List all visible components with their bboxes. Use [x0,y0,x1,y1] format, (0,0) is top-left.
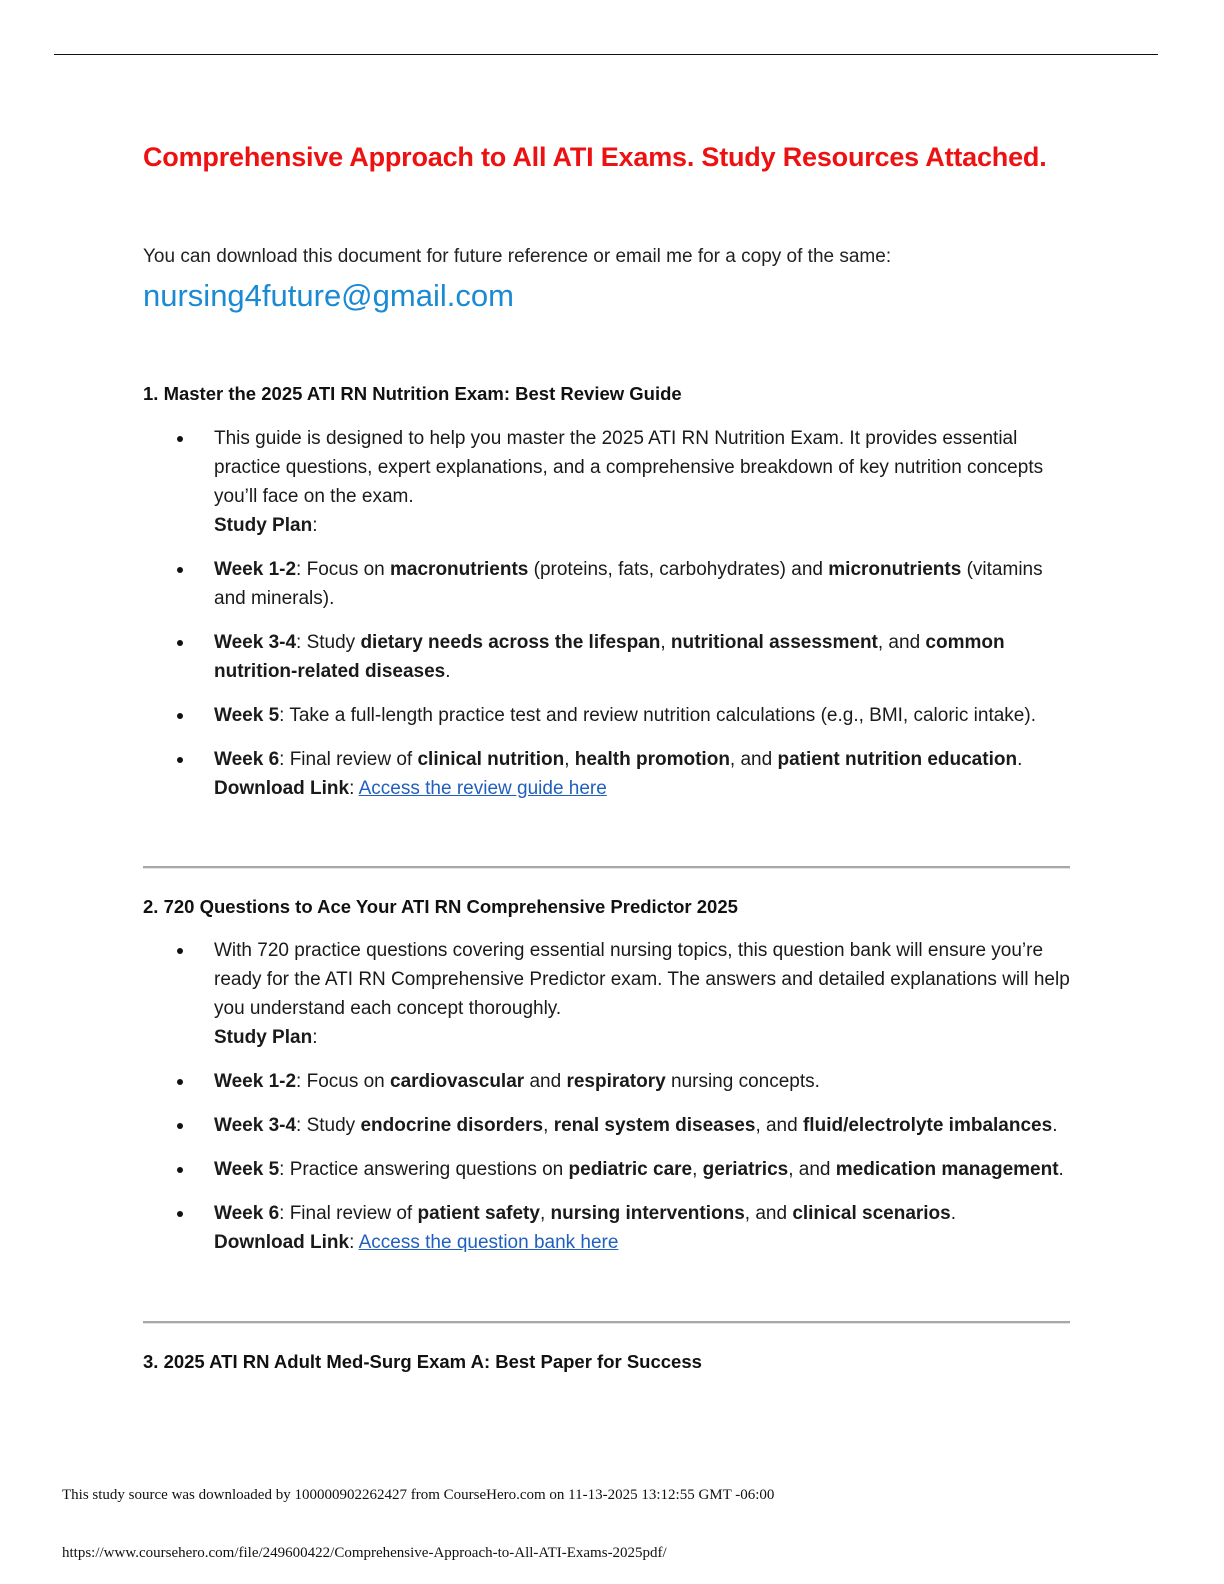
list-item: Week 6: Final review of clinical nutrition, health promotion, and patient nutrition education. Download Link: Access the review guide here [143,745,1073,803]
list-item: With 720 practice questions covering essential nursing topics, this question bank will ensure you’re ready for the ATI RN Comprehensive Predictor exam. The answers and detailed explanations will help you understand each concept thoroughly. Study Plan: [143,936,1073,1052]
list-item [143,628,1073,686]
list-item: Week 6: Final review of patient safety, nursing interventions, and clinical scenarios. Download Link: Access the question bank here [143,1199,1073,1257]
download-label: Download Link [214,778,350,799]
week-text: . [1058,1159,1064,1180]
top-rule [54,54,1158,55]
week-topic: micronutrients [828,559,962,580]
week-text: : Focus on [296,559,391,580]
section-description: With 720 practice questions covering essential nursing topics, this question bank will ensure you’re ready for the ATI RN Comprehensive Predictor exam. The answers and detailed explanations will help you understand each concept thoroughly. [214,940,1070,1019]
week-topic: nutritional assessment [670,632,878,653]
week-label: Week 6 [214,749,280,770]
section-divider [143,1321,1070,1324]
intro-text: You can download this document for future reference or email me for a copy of the same: [143,246,892,267]
week-text: , and [877,632,926,653]
week-topic: health promotion [574,749,730,770]
week-text: , and [755,1115,803,1136]
section-divider [143,866,1070,869]
section-heading-1: 1. Master the 2025 ATI RN Nutrition Exam: Best Review Guide [143,383,682,404]
week-text: : Take a full-length practice test and review nutrition calculations (e.g., BMI, caloric intake). [279,705,1036,726]
download-label: Download Link [214,1232,350,1253]
week-topic: nursing interventions [550,1203,745,1224]
week-topic: medication management [835,1159,1059,1180]
week-topic: macronutrients [390,559,529,580]
list-item [143,701,1073,730]
week-topic: clinical scenarios [792,1203,951,1224]
bullet-icon [177,1211,183,1217]
bullet-icon [177,1167,183,1173]
section-2-list [143,936,1073,1272]
week-label: Week 5 [214,705,280,726]
contact-email[interactable]: nursing4future@gmail.com [143,278,514,313]
bullet-icon [177,948,183,954]
week-text: (vitamins and minerals). [214,559,1043,609]
bullet-icon [177,757,183,763]
week-topic: respiratory [566,1071,666,1092]
list-item [143,555,1073,613]
week-text: : Study [296,632,361,653]
week-topic: patient nutrition education [777,749,1018,770]
week-text: (proteins, fats, carbohydrates) and [528,559,829,580]
list-item [143,1067,1073,1096]
bullet-icon [177,713,183,719]
week-text: and [524,1071,567,1092]
week-text: , [543,1115,554,1136]
week-text: . [1052,1115,1058,1136]
week-topic: renal system diseases [553,1115,756,1136]
bullet-icon [177,1079,183,1085]
week-topic: dietary needs across the lifespan [360,632,661,653]
week-text: , [539,1203,551,1224]
section-description: This guide is designed to help you master the 2025 ATI RN Nutrition Exam. It provides essential practice questions, expert explanations, and a comprehensive breakdown of key nutrition concepts you’ll face on the exam. [214,428,1044,507]
week-label: Week 1-2 [214,559,297,580]
section-heading-3: 3. 2025 ATI RN Adult Med-Surg Exam A: Best Paper for Success [143,1351,702,1372]
week-topic: pediatric care [568,1159,693,1180]
week-text: , and [744,1203,793,1224]
bullet-icon [177,1123,183,1129]
week-text: : Final review of [279,749,418,770]
week-text: , and [788,1159,836,1180]
bullet-icon [177,436,183,442]
document-title: Comprehensive Approach to All ATI Exams. Study Resources Attached. [143,142,1047,172]
section-heading-2: 2. 720 Questions to Ace Your ATI RN Comprehensive Predictor 2025 [143,896,738,917]
week-topic: clinical nutrition [417,749,565,770]
question-bank-link[interactable]: Access the question bank here [358,1232,619,1253]
week-text: . [1017,749,1023,770]
week-label: Week 6 [214,1203,280,1224]
week-text: : Study [296,1115,361,1136]
list-item [143,1155,1073,1184]
week-text: . [950,1203,957,1224]
study-plan-label: Study Plan [214,515,313,536]
week-label: Week 3-4 [214,632,297,653]
week-text: , [660,632,671,653]
source-url[interactable]: https://www.coursehero.com/file/249600422/Comprehensive-Approach-to-All-ATI-Exams-2025pdf/ [62,1545,667,1561]
week-label: Week 1-2 [214,1071,297,1092]
week-topic: fluid/electrolyte imbalances [802,1115,1053,1136]
week-topic: endocrine disorders [360,1115,544,1136]
study-plan-label: Study Plan [214,1027,313,1048]
week-label: Week 5 [214,1159,280,1180]
week-text: , [692,1159,703,1180]
week-text: nursing concepts. [665,1071,820,1092]
download-notice: This study source was downloaded by 100000902262427 from CourseHero.com on 11-13-2025 13:12:55 GMT -06:00 [62,1487,775,1503]
week-text: . [445,661,451,682]
week-topic: common nutrition-related diseases [214,632,1005,682]
bullet-icon [177,640,183,646]
bullet-icon [177,567,183,573]
week-topic: geriatrics [702,1159,789,1180]
list-item: This guide is designed to help you master the 2025 ATI RN Nutrition Exam. It provides essential practice questions, expert explanations, and a comprehensive breakdown of key nutrition concepts you’ll face on the exam. Study Plan: [143,424,1073,540]
week-topic: cardiovascular [390,1071,525,1092]
week-label: Week 3-4 [214,1115,297,1136]
week-text: : Practice answering questions on [279,1159,569,1180]
week-text: , and [729,749,778,770]
week-topic: patient safety [417,1203,540,1224]
week-text: , [564,749,575,770]
review-guide-link[interactable]: Access the review guide here [358,778,607,799]
section-1-list [143,424,1073,818]
list-item [143,1111,1073,1140]
week-text: : Final review of [279,1203,418,1224]
week-text: : Focus on [296,1071,391,1092]
